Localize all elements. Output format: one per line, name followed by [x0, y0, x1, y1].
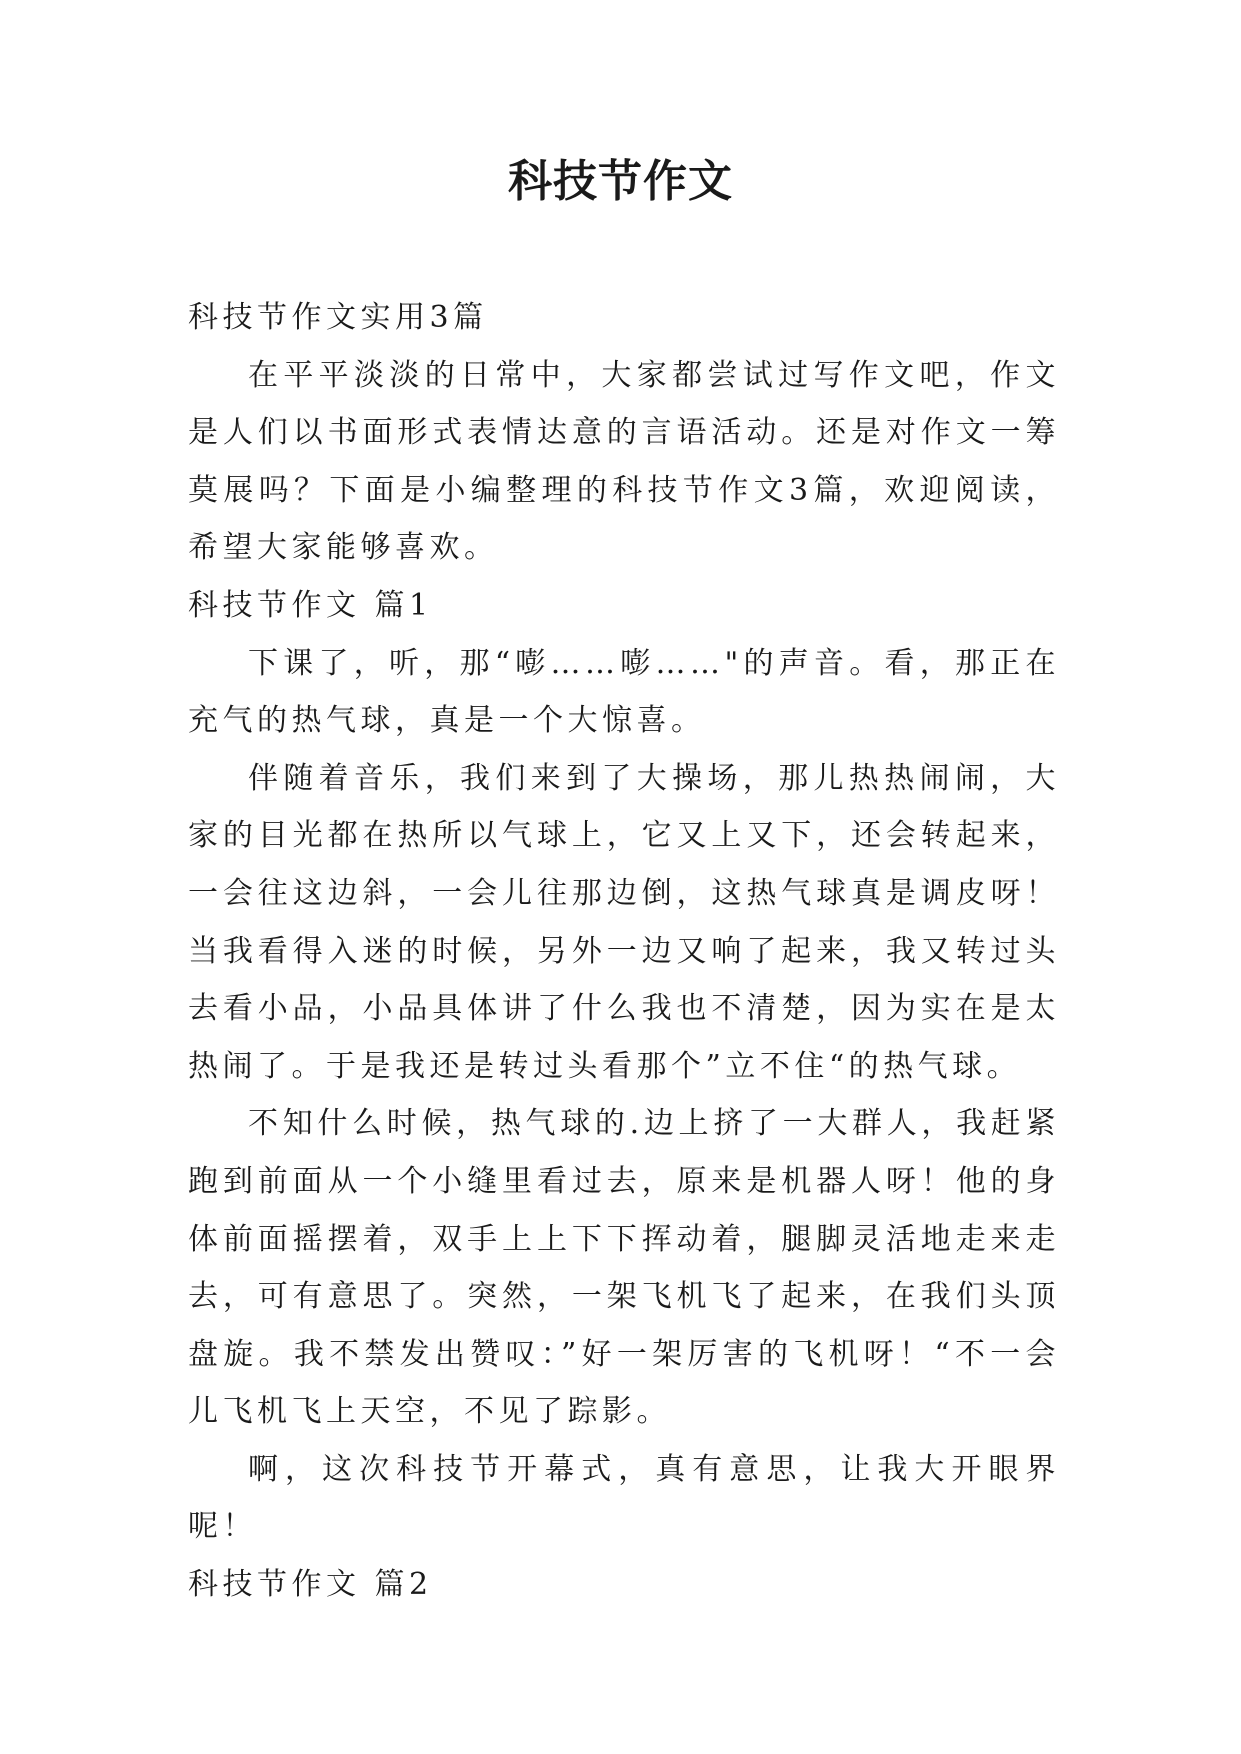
intro-paragraph: 在平平淡淡的日常中，大家都尝试过写作文吧，作文是人们以书面形式表情达意的言语活动。还是对作文一筹莫展吗？下面是小编整理的科技节作文3篇，欢迎阅读，希望大家能够喜欢。: [188, 357, 1060, 566]
section-1-paragraph-3: 不知什么时候，热气球的.边上挤了一大群人，我赶紧跑到前面从一个小缝里看过去，原来是机器人呀！他的身体前面摇摆着，双手上上下下挥动着，腿脚灵活地走来走去，可有意思了。突然，一架飞机飞了起来，在我们头顶盘旋。我不禁发出赞叹：”好一架厉害的飞机呀！“不一会儿飞机飞上天空，不见了踪影。: [188, 1106, 1060, 1430]
section-1-paragraph-4: 啊，这次科技节开幕式，真有意思，让我大开眼界呢！: [188, 1451, 1060, 1545]
document-title: 科技节作文: [508, 156, 733, 207]
document-body: [188, 289, 1060, 1614]
section-heading-1: 科技节作文 篇1: [188, 587, 433, 623]
section-1-paragraph-1: 下课了，听，那“嘭……嘭……"的声音。看，那正在充气的热气球，真是一个大惊喜。: [188, 645, 1060, 739]
section-1-paragraph-2: 伴随着音乐，我们来到了大操场，那儿热热闹闹，大家的目光都在热所以气球上，它又上又下，还会转起来，一会往这边斜，一会儿往那边倒，这热气球真是调皮呀！当我看得入迷的时候，另外一边又响了起来，我又转过头去看小品，小品具体讲了什么我也不清楚，因为实在是太热闹了。于是我还是转过头看那个”立不住“的热气球。: [188, 760, 1060, 1084]
document-subtitle: 科技节作文实用3篇: [188, 300, 488, 335]
section-heading-2: 科技节作文 篇2: [188, 1567, 433, 1603]
